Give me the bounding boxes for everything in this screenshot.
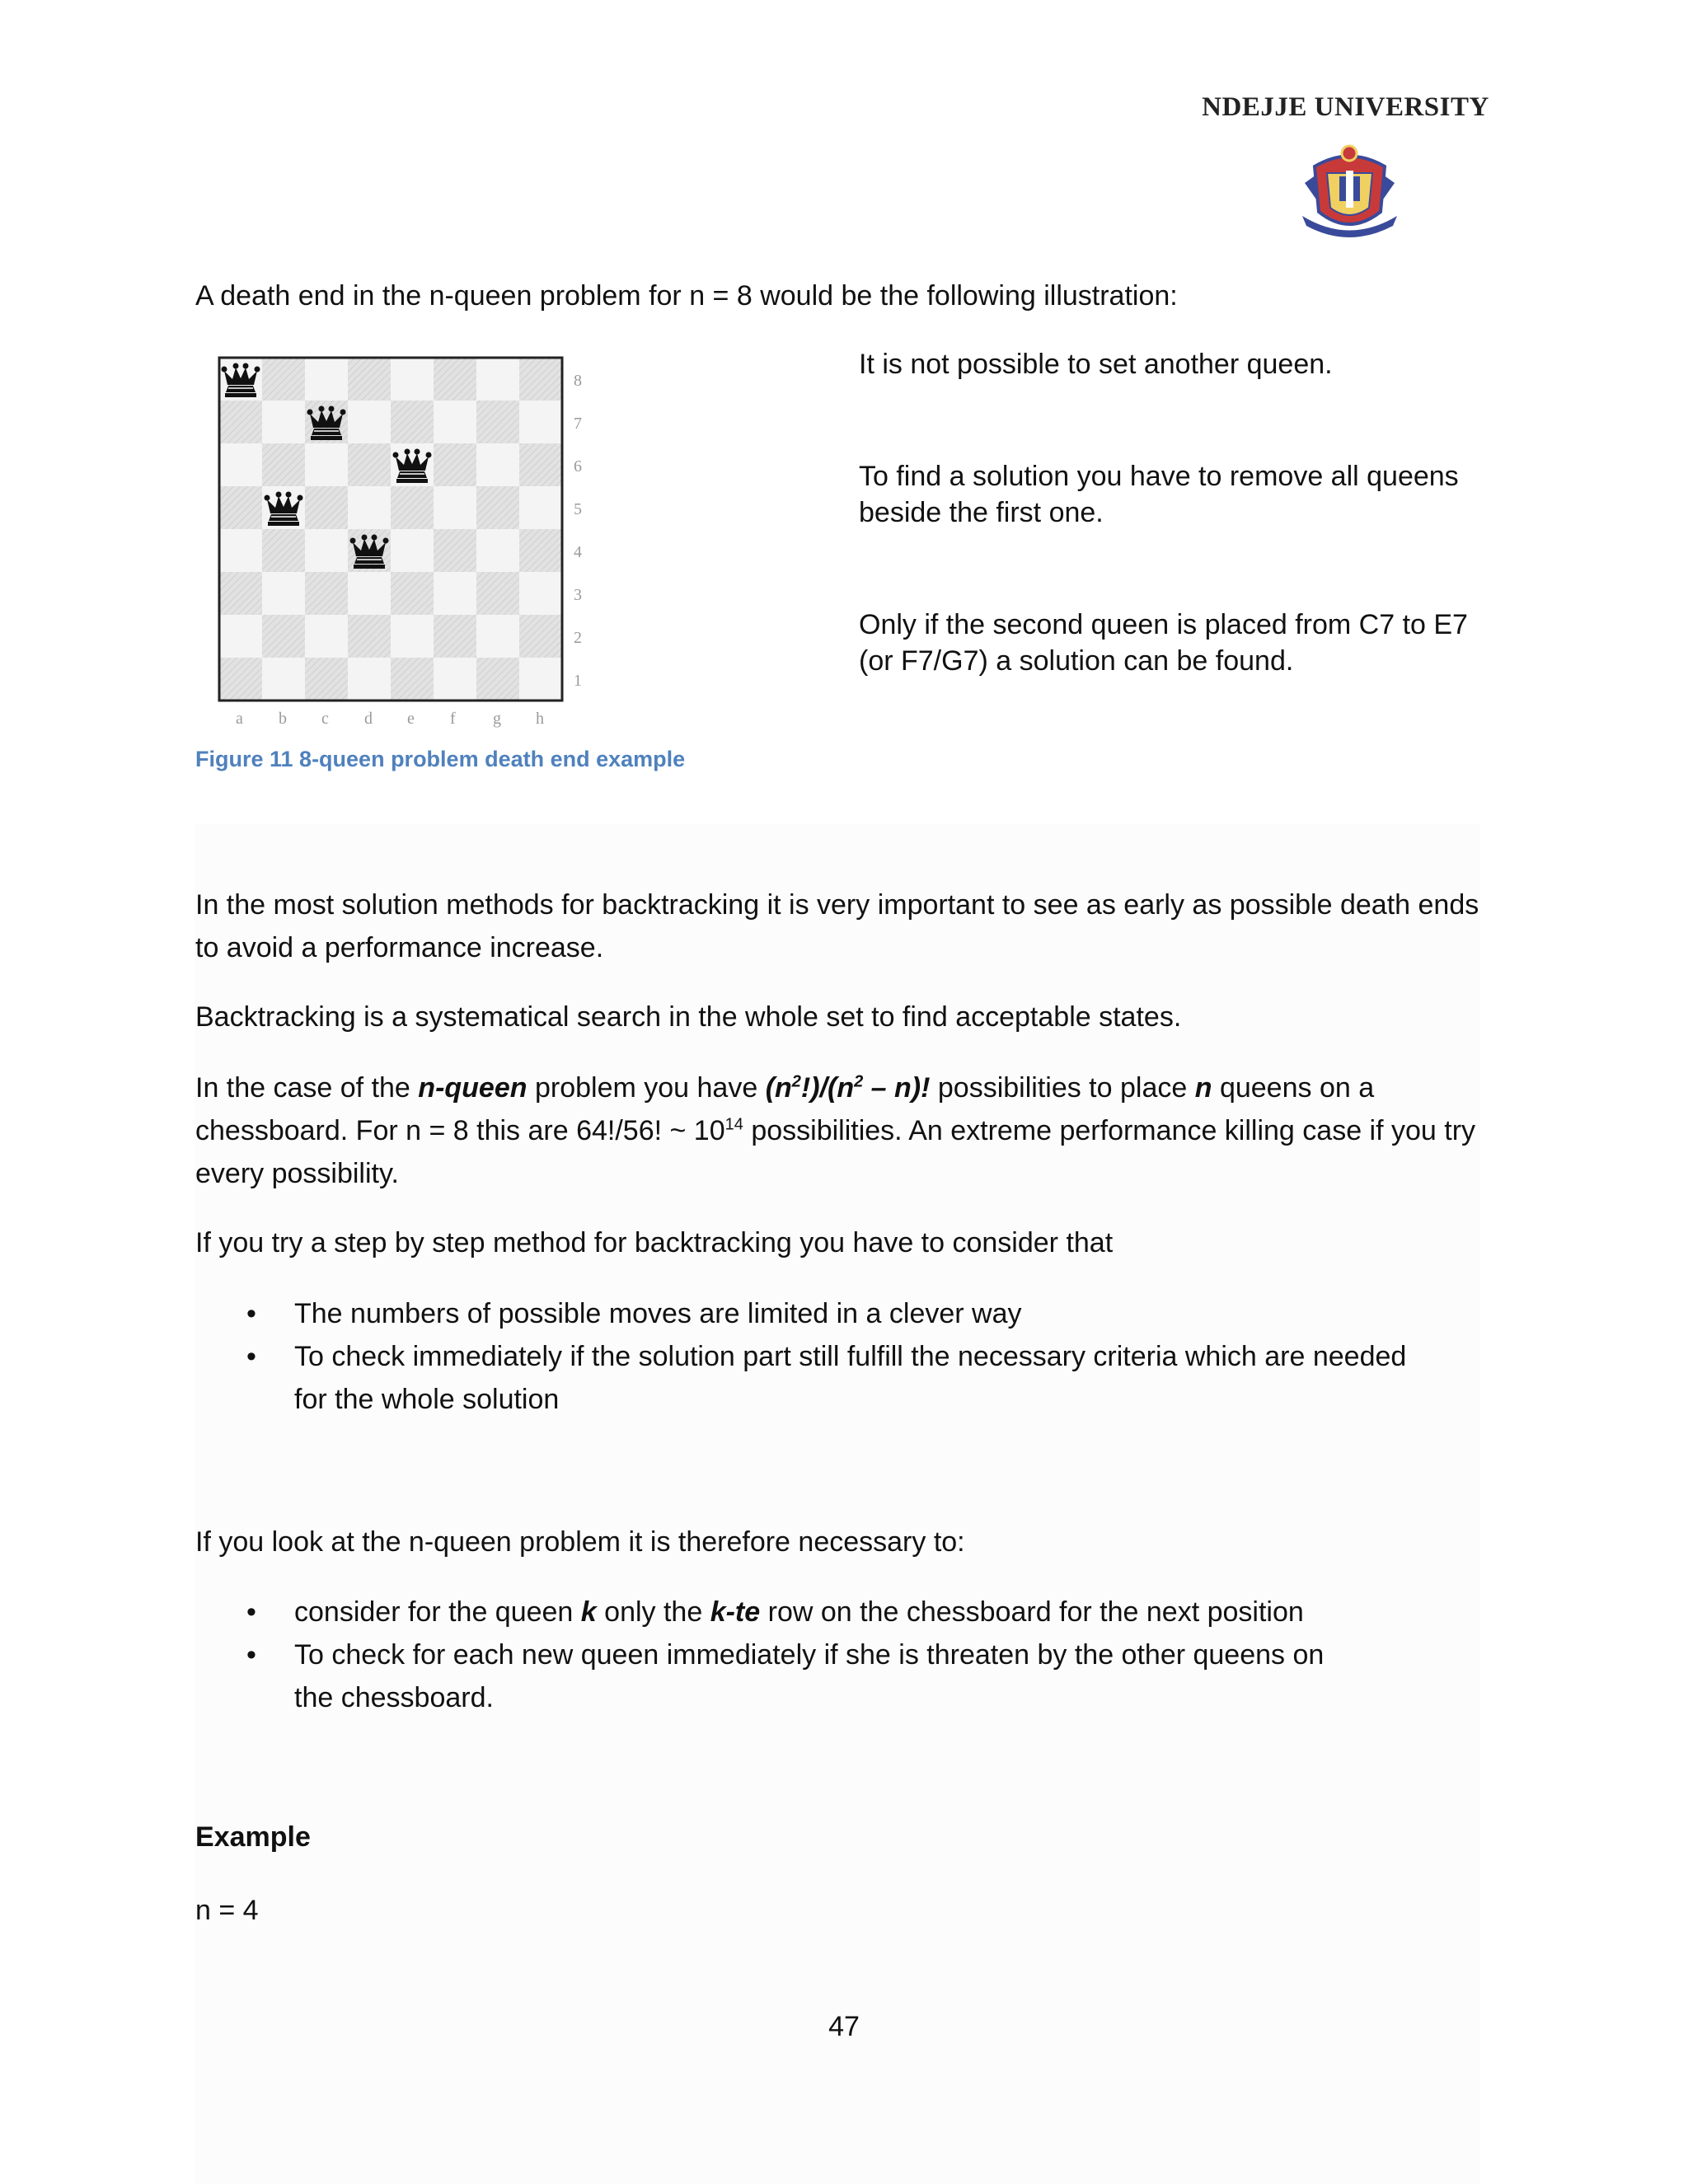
board-square-h3 xyxy=(519,572,562,615)
rank-label: 1 xyxy=(574,672,582,690)
file-label: e xyxy=(407,710,415,728)
board-square-d8 xyxy=(348,358,391,401)
board-square-f8 xyxy=(434,358,476,401)
board-square-g6 xyxy=(476,443,519,486)
board-square-g2 xyxy=(476,615,519,658)
board-square-c1 xyxy=(305,658,348,701)
board-square-c2 xyxy=(305,615,348,658)
file-label: g xyxy=(493,710,501,728)
board-square-d5 xyxy=(348,486,391,529)
board-square-d6 xyxy=(348,443,391,486)
board-square-h8 xyxy=(519,358,562,401)
side-note-2: To find a solution you have to remove all queens beside the first one. xyxy=(859,461,1459,528)
board-square-e1 xyxy=(391,658,434,701)
rank-label: 3 xyxy=(574,586,582,604)
board-square-g5 xyxy=(476,486,519,529)
board-square-b1 xyxy=(262,658,305,701)
bullet-icon: • xyxy=(246,1639,256,1671)
board-square-f5 xyxy=(434,486,476,529)
board-square-e3 xyxy=(391,572,434,615)
file-label: b xyxy=(279,710,287,728)
board-square-h4 xyxy=(519,529,562,572)
paragraph-n-queen-necessary: If you look at the n-queen problem it is therefore necessary to: xyxy=(195,1526,965,1558)
file-label: d xyxy=(364,710,373,728)
board-square-e5 xyxy=(391,486,434,529)
page-number: 47 xyxy=(828,2011,860,2042)
board-square-f6 xyxy=(434,443,476,486)
rank-label: 4 xyxy=(574,543,582,561)
board-square-d2 xyxy=(348,615,391,658)
rank-label: 8 xyxy=(574,372,582,390)
rank-label: 2 xyxy=(574,629,582,647)
consider-list xyxy=(195,1292,1481,1421)
board-square-a7 xyxy=(219,401,262,443)
board-square-a5 xyxy=(219,486,262,529)
board-square-d1 xyxy=(348,658,391,701)
rank-label: 7 xyxy=(574,415,582,433)
board-square-h2 xyxy=(519,615,562,658)
board-square-c3 xyxy=(305,572,348,615)
board-square-a4 xyxy=(219,529,262,572)
university-name: NDEJJE UNIVERSITY xyxy=(1202,92,1489,122)
board-square-g1 xyxy=(476,658,519,701)
list-item: • To check immediately if the solution part still fulfill the necessary criteria which are needed for the whole solution xyxy=(195,1335,1481,1421)
board-square-d3 xyxy=(348,572,391,615)
file-label: h xyxy=(536,710,544,728)
board-square-f1 xyxy=(434,658,476,701)
board-square-b4 xyxy=(262,529,305,572)
board-square-g3 xyxy=(476,572,519,615)
board-square-b7 xyxy=(262,401,305,443)
board-square-h6 xyxy=(519,443,562,486)
board-square-h1 xyxy=(519,658,562,701)
paragraph-possibilities: In the case of the n-queen problem you have $(n^2!)/(n^2 - n)$! possibilities to place n queens on a chessboard. For n = 8 this are 64!/56! ~ $10^{14}$ possibilities. An extreme performance killing case if you try every possibility. xyxy=(195,1072,1476,1189)
board-square-g4 xyxy=(476,529,519,572)
board-square-g8 xyxy=(476,358,519,401)
board-square-e7 xyxy=(391,401,434,443)
board-square-f2 xyxy=(434,615,476,658)
n-queen-list xyxy=(195,1591,1481,1719)
board-square-f7 xyxy=(434,401,476,443)
board-square-a6 xyxy=(219,443,262,486)
board-square-e4 xyxy=(391,529,434,572)
file-label: c xyxy=(321,710,329,728)
board-square-c4 xyxy=(305,529,348,572)
board-square-c5 xyxy=(305,486,348,529)
bullet-icon: • xyxy=(246,1341,256,1372)
board-square-f4 xyxy=(434,529,476,572)
board-square-b2 xyxy=(262,615,305,658)
list-item: • The numbers of possible moves are limited in a clever way xyxy=(195,1292,1481,1335)
board-square-e8 xyxy=(391,358,434,401)
board-square-b6 xyxy=(262,443,305,486)
side-note-1: It is not possible to set another queen. xyxy=(859,349,1333,380)
example-heading: Example xyxy=(195,1821,311,1853)
example-value: n = 4 xyxy=(195,1895,259,1926)
board-square-a3 xyxy=(219,572,262,615)
figure-caption: Figure 11 8-queen problem death end example xyxy=(195,747,686,771)
rank-label: 5 xyxy=(574,500,582,518)
side-note-3: Only if the second queen is placed from C7 to E7 (or F7/G7) a solution can be found. xyxy=(859,609,1468,677)
file-label: a xyxy=(236,710,243,728)
list-item: • consider for the queen k only the k-te row on the chessboard for the next position xyxy=(195,1591,1481,1633)
paragraph-death-ends: In the most solution methods for backtracking it is very important to see as early as possible death ends to avoid a performance increase. xyxy=(195,889,1479,963)
board-square-b3 xyxy=(262,572,305,615)
board-square-f3 xyxy=(434,572,476,615)
bullet-icon: • xyxy=(246,1596,256,1628)
chessboard xyxy=(213,353,592,732)
bullet-icon: • xyxy=(246,1298,256,1329)
list-item: • To check for each new queen immediately if she is threaten by the other queens on the chessboard. xyxy=(195,1633,1481,1719)
intro-text: A death end in the n-queen problem for n = 8 would be the following illustration: xyxy=(195,280,1178,312)
university-crest-icon xyxy=(1298,134,1401,241)
board-square-h7 xyxy=(519,401,562,443)
board-square-b8 xyxy=(262,358,305,401)
file-label: f xyxy=(450,710,456,728)
board-square-c6 xyxy=(305,443,348,486)
paragraph-backtracking-definition: Backtracking is a systematical search in the whole set to find acceptable states. xyxy=(195,1001,1182,1033)
board-square-a2 xyxy=(219,615,262,658)
board-square-d7 xyxy=(348,401,391,443)
board-square-h5 xyxy=(519,486,562,529)
board-square-e2 xyxy=(391,615,434,658)
board-square-a1 xyxy=(219,658,262,701)
rank-label: 6 xyxy=(574,457,582,476)
chessboard-figure xyxy=(213,353,592,732)
board-square-g7 xyxy=(476,401,519,443)
board-square-c8 xyxy=(305,358,348,401)
paragraph-step-by-step: If you try a step by step method for backtracking you have to consider that xyxy=(195,1227,1114,1258)
